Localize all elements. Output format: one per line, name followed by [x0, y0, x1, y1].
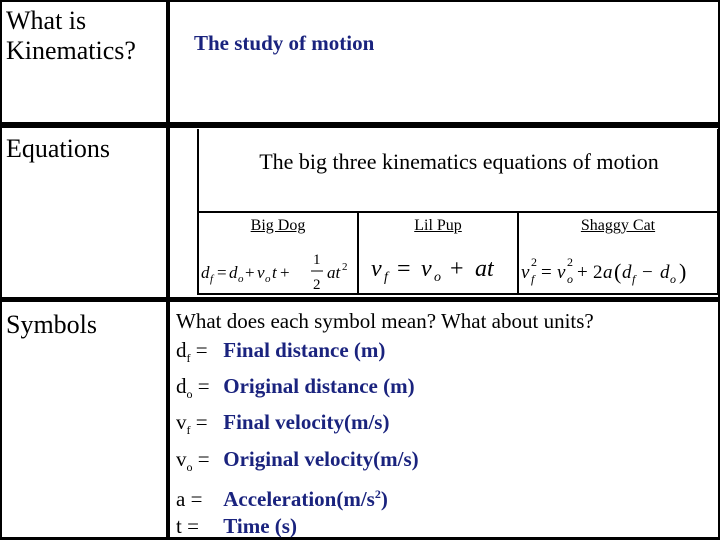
- svg-text:f: f: [531, 272, 535, 286]
- svg-text:1: 1: [313, 252, 321, 268]
- svg-text:f: f: [210, 273, 214, 285]
- symbol-subscript: o: [186, 387, 193, 402]
- symbol-equals: =: [190, 410, 208, 435]
- row-label-what-is-kinematics: [6, 6, 164, 66]
- symbol-meaning: Final velocity(m/s): [223, 410, 390, 435]
- symbol-letter: d: [176, 374, 187, 399]
- svg-text:v: v: [557, 262, 566, 283]
- symbol-key: [176, 408, 218, 444]
- svg-text:2: 2: [567, 255, 573, 269]
- symbol-equals: =: [185, 486, 203, 511]
- symbols-question: What does each symbol mean? What about units?: [176, 309, 594, 333]
- symbol-row-a: [176, 481, 419, 512]
- equation-name-lil-pup: Lil Pup: [414, 217, 462, 234]
- symbol-meaning: Final distance (m): [223, 338, 386, 362]
- symbol-equals: =: [192, 446, 210, 471]
- svg-text:+: +: [245, 263, 255, 282]
- svg-text:(: (: [614, 259, 622, 284]
- svg-text:2: 2: [313, 277, 321, 293]
- symbol-subscript: f: [186, 351, 191, 366]
- svg-text:2: 2: [531, 255, 537, 269]
- svg-text:d: d: [622, 262, 632, 283]
- svg-text:d: d: [201, 263, 210, 282]
- symbol-letter: t: [176, 513, 182, 538]
- svg-text:2: 2: [593, 262, 603, 283]
- row-label-symbols: Symbols: [6, 310, 98, 339]
- symbol-equals: =: [190, 338, 208, 362]
- svg-text:o: o: [434, 270, 441, 285]
- symbol-subscript: f: [186, 423, 191, 438]
- row-divider-2: [0, 297, 720, 302]
- svg-text:v: v: [371, 256, 382, 282]
- symbol-meaning: Time (s): [223, 513, 297, 538]
- svg-text:at: at: [475, 256, 494, 282]
- symbol-row-do: [176, 372, 419, 408]
- svg-text:a: a: [603, 262, 613, 283]
- symbol-key: [176, 445, 218, 481]
- symbol-meaning-text: Acceleration(m/s: [223, 486, 375, 511]
- symbol-letter: d: [176, 338, 187, 362]
- svg-text:f: f: [632, 272, 636, 286]
- symbol-letter: v: [176, 446, 187, 471]
- symbol-meaning: Original velocity(m/s): [223, 446, 419, 471]
- definition-text: The study of motion: [194, 31, 375, 55]
- equation-lil-pup: [359, 244, 517, 294]
- symbol-row-vo: [176, 445, 419, 481]
- svg-text:=: =: [397, 256, 411, 282]
- svg-text:t: t: [272, 263, 277, 282]
- table-border-top: [0, 0, 720, 2]
- symbol-letter: v: [176, 410, 187, 435]
- svg-text:=: =: [541, 262, 552, 283]
- row-label-equations: Equations: [6, 134, 110, 163]
- symbol-meaning-end: ): [380, 486, 388, 511]
- symbol-meaning: [223, 487, 388, 511]
- svg-text:o: o: [238, 273, 244, 285]
- equation-big-dog: [199, 244, 357, 294]
- equation-name-big-dog: Big Dog: [250, 217, 306, 234]
- symbol-row-df: [176, 336, 419, 372]
- svg-text:at: at: [327, 263, 341, 282]
- svg-text:−: −: [642, 262, 653, 283]
- symbols-list: [176, 336, 419, 540]
- svg-text:+: +: [280, 263, 290, 282]
- svg-text:+: +: [450, 256, 464, 282]
- svg-text:2: 2: [342, 261, 348, 273]
- symbol-row-vf: [176, 408, 419, 444]
- svg-text:d: d: [229, 263, 238, 282]
- svg-text:f: f: [384, 270, 388, 285]
- column-divider: [166, 0, 170, 540]
- equations-heading: The big three kinematics equations of motion: [259, 149, 659, 174]
- symbol-subscript: o: [186, 459, 193, 474]
- symbol-key: [176, 372, 218, 408]
- symbol-equals: =: [192, 374, 210, 399]
- row-label-line-2: Kinematics?: [6, 36, 136, 65]
- symbol-key: [176, 512, 218, 540]
- svg-text:+: +: [577, 262, 588, 283]
- svg-text:v: v: [521, 262, 530, 283]
- equations-inner-divider: [199, 211, 719, 213]
- row-label-line-1: What is: [6, 6, 87, 35]
- symbol-key: [176, 486, 218, 512]
- row-divider-1: [0, 122, 720, 128]
- svg-text:v: v: [257, 263, 265, 282]
- symbol-meaning-superscript: 2: [374, 486, 381, 501]
- svg-text:): ): [679, 259, 687, 284]
- svg-text:d: d: [660, 262, 670, 283]
- svg-text:v: v: [421, 256, 432, 282]
- svg-text:o: o: [265, 273, 271, 285]
- svg-text:=: =: [217, 263, 227, 282]
- equation-shaggy-cat: [519, 244, 717, 294]
- table-border-left: [0, 0, 2, 540]
- symbol-letter: a: [176, 486, 186, 511]
- equation-name-shaggy-cat: Shaggy Cat: [580, 217, 656, 234]
- symbol-meaning: Original distance (m): [223, 374, 415, 399]
- svg-text:o: o: [670, 272, 676, 286]
- svg-text:o: o: [567, 272, 573, 286]
- symbol-row-t: [176, 512, 419, 540]
- symbol-key: [176, 336, 218, 372]
- symbol-equals: =: [181, 513, 199, 538]
